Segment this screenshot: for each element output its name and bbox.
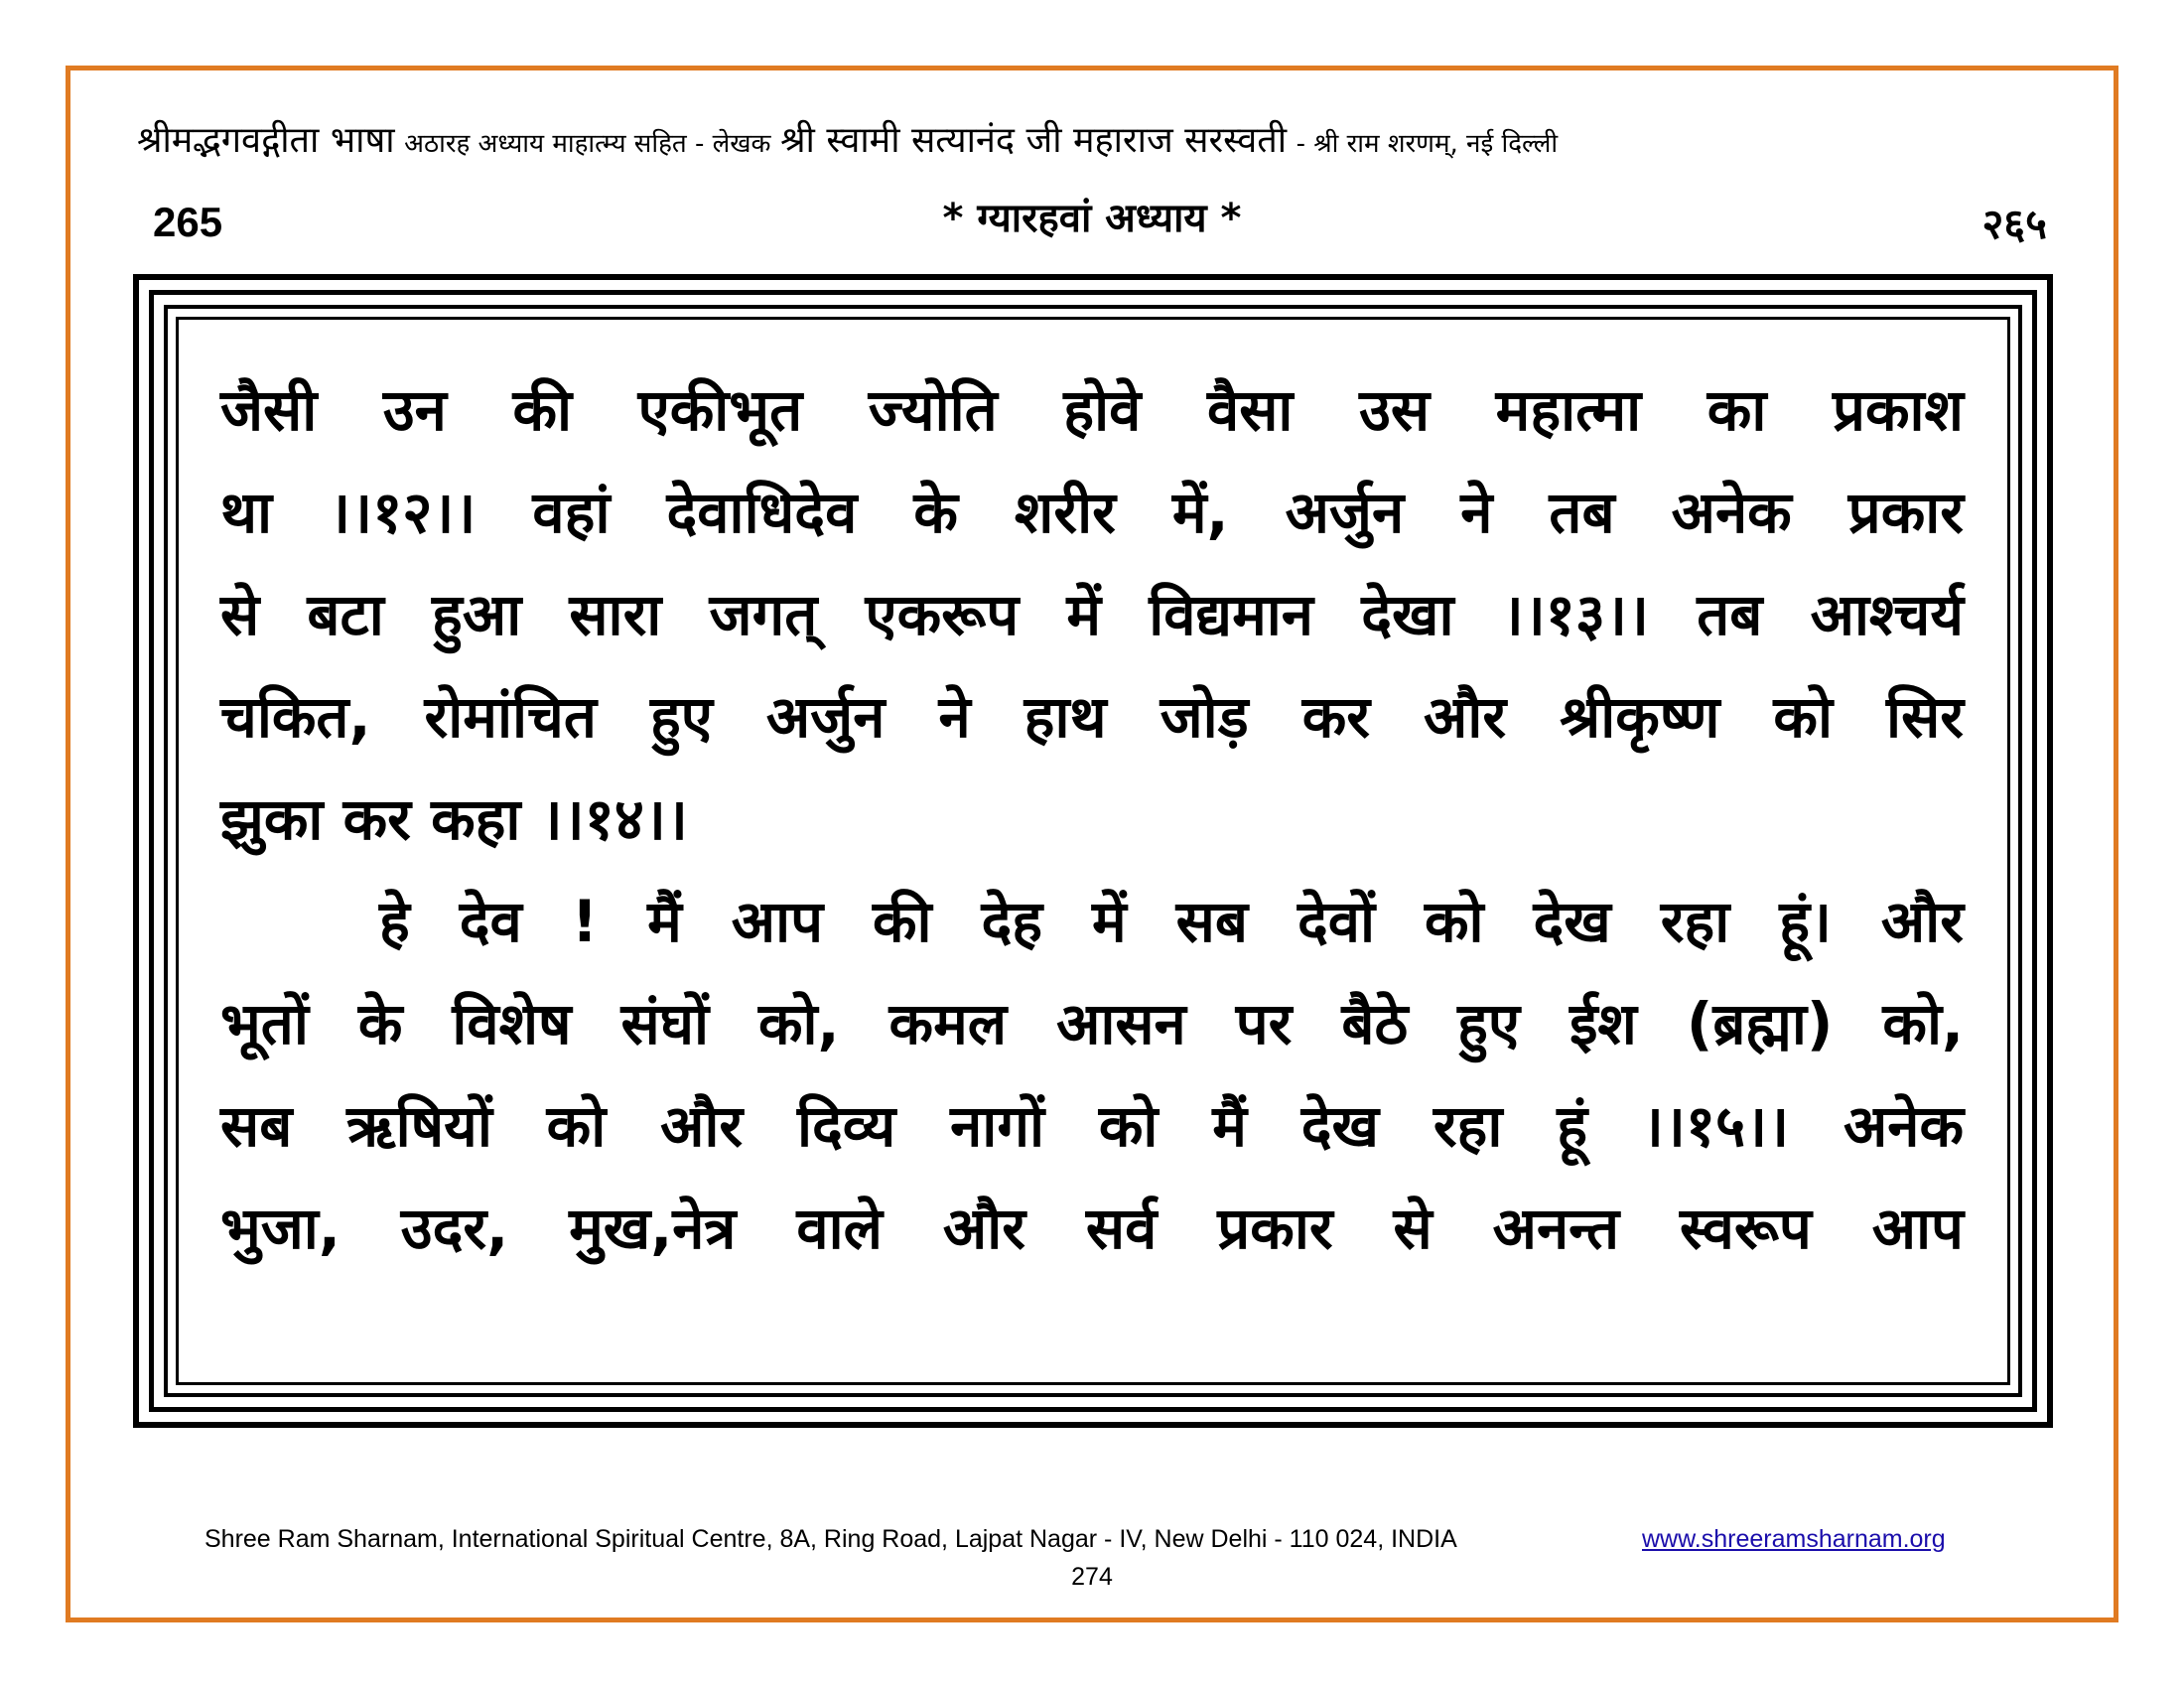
verse-line: चकित, रोमांचित हुए अर्जुन ने हाथ जोड़ कर और श्रीकृष्ण को सिर [220, 683, 1964, 751]
verse-line: हे देव ! मैं आप की देह में सब देवों को देख रहा हूं। और [379, 888, 1964, 955]
verse-line: जैसी उन की एकीभूत ज्योति होवे वैसा उस महात्मा का प्रकाश [220, 376, 1964, 444]
book-title: श्रीमद्भगवद्गीता भाषा [137, 120, 395, 161]
page-number-arabic: 265 [153, 199, 223, 245]
chapter-title: * ग्यारहवां अध्याय * [942, 196, 1242, 241]
verse-line: भूतों के विशेष संघों को, कमल आसन पर बैठे हुए ईश (ब्रह्मा) को, [220, 990, 1964, 1057]
footer-address: Shree Ram Sharnam, International Spiritual Centre, 8A, Ring Road, Lajpat Nagar - IV, New Delhi - 110 024, INDIA [205, 1525, 1457, 1553]
verse-line: था ।।१२।। वहां देवाधिदेव के शरीर में, अर्जुन ने तब अनेक प्रकार [220, 479, 1964, 546]
website-link[interactable]: www.shreeramsharnam.org [1642, 1525, 1946, 1553]
publisher-name: - श्री राम शरणम्, नई दिल्ली [1296, 129, 1559, 159]
author-name: श्री स्वामी सत्यानंद जी महाराज सरस्वती [780, 120, 1288, 161]
verse-text-block [220, 359, 1964, 1280]
verse-line: से बटा हुआ सारा जगत् एकरूप में विद्यमान देखा ।।१३।। तब आश्चर्य [220, 581, 1964, 648]
verse-line: सब ऋषियों को और दिव्य नागों को मैं देख रहा हूं ।।१५।। अनेक [220, 1092, 1964, 1160]
book-subtitle: अठारह अध्याय माहात्म्य सहित - लेखक [404, 129, 771, 159]
verse-line: भुजा, उदर, मुख,नेत्र वाले और सर्व प्रकार से अनन्त स्वरूप आप [220, 1195, 1964, 1262]
page-number-devanagari: २६५ [1981, 200, 2047, 248]
footer-page-number: 274 [1071, 1563, 1113, 1591]
running-header [137, 117, 2053, 168]
verse-line: झुका कर कहा ।।१४।। [220, 785, 688, 853]
